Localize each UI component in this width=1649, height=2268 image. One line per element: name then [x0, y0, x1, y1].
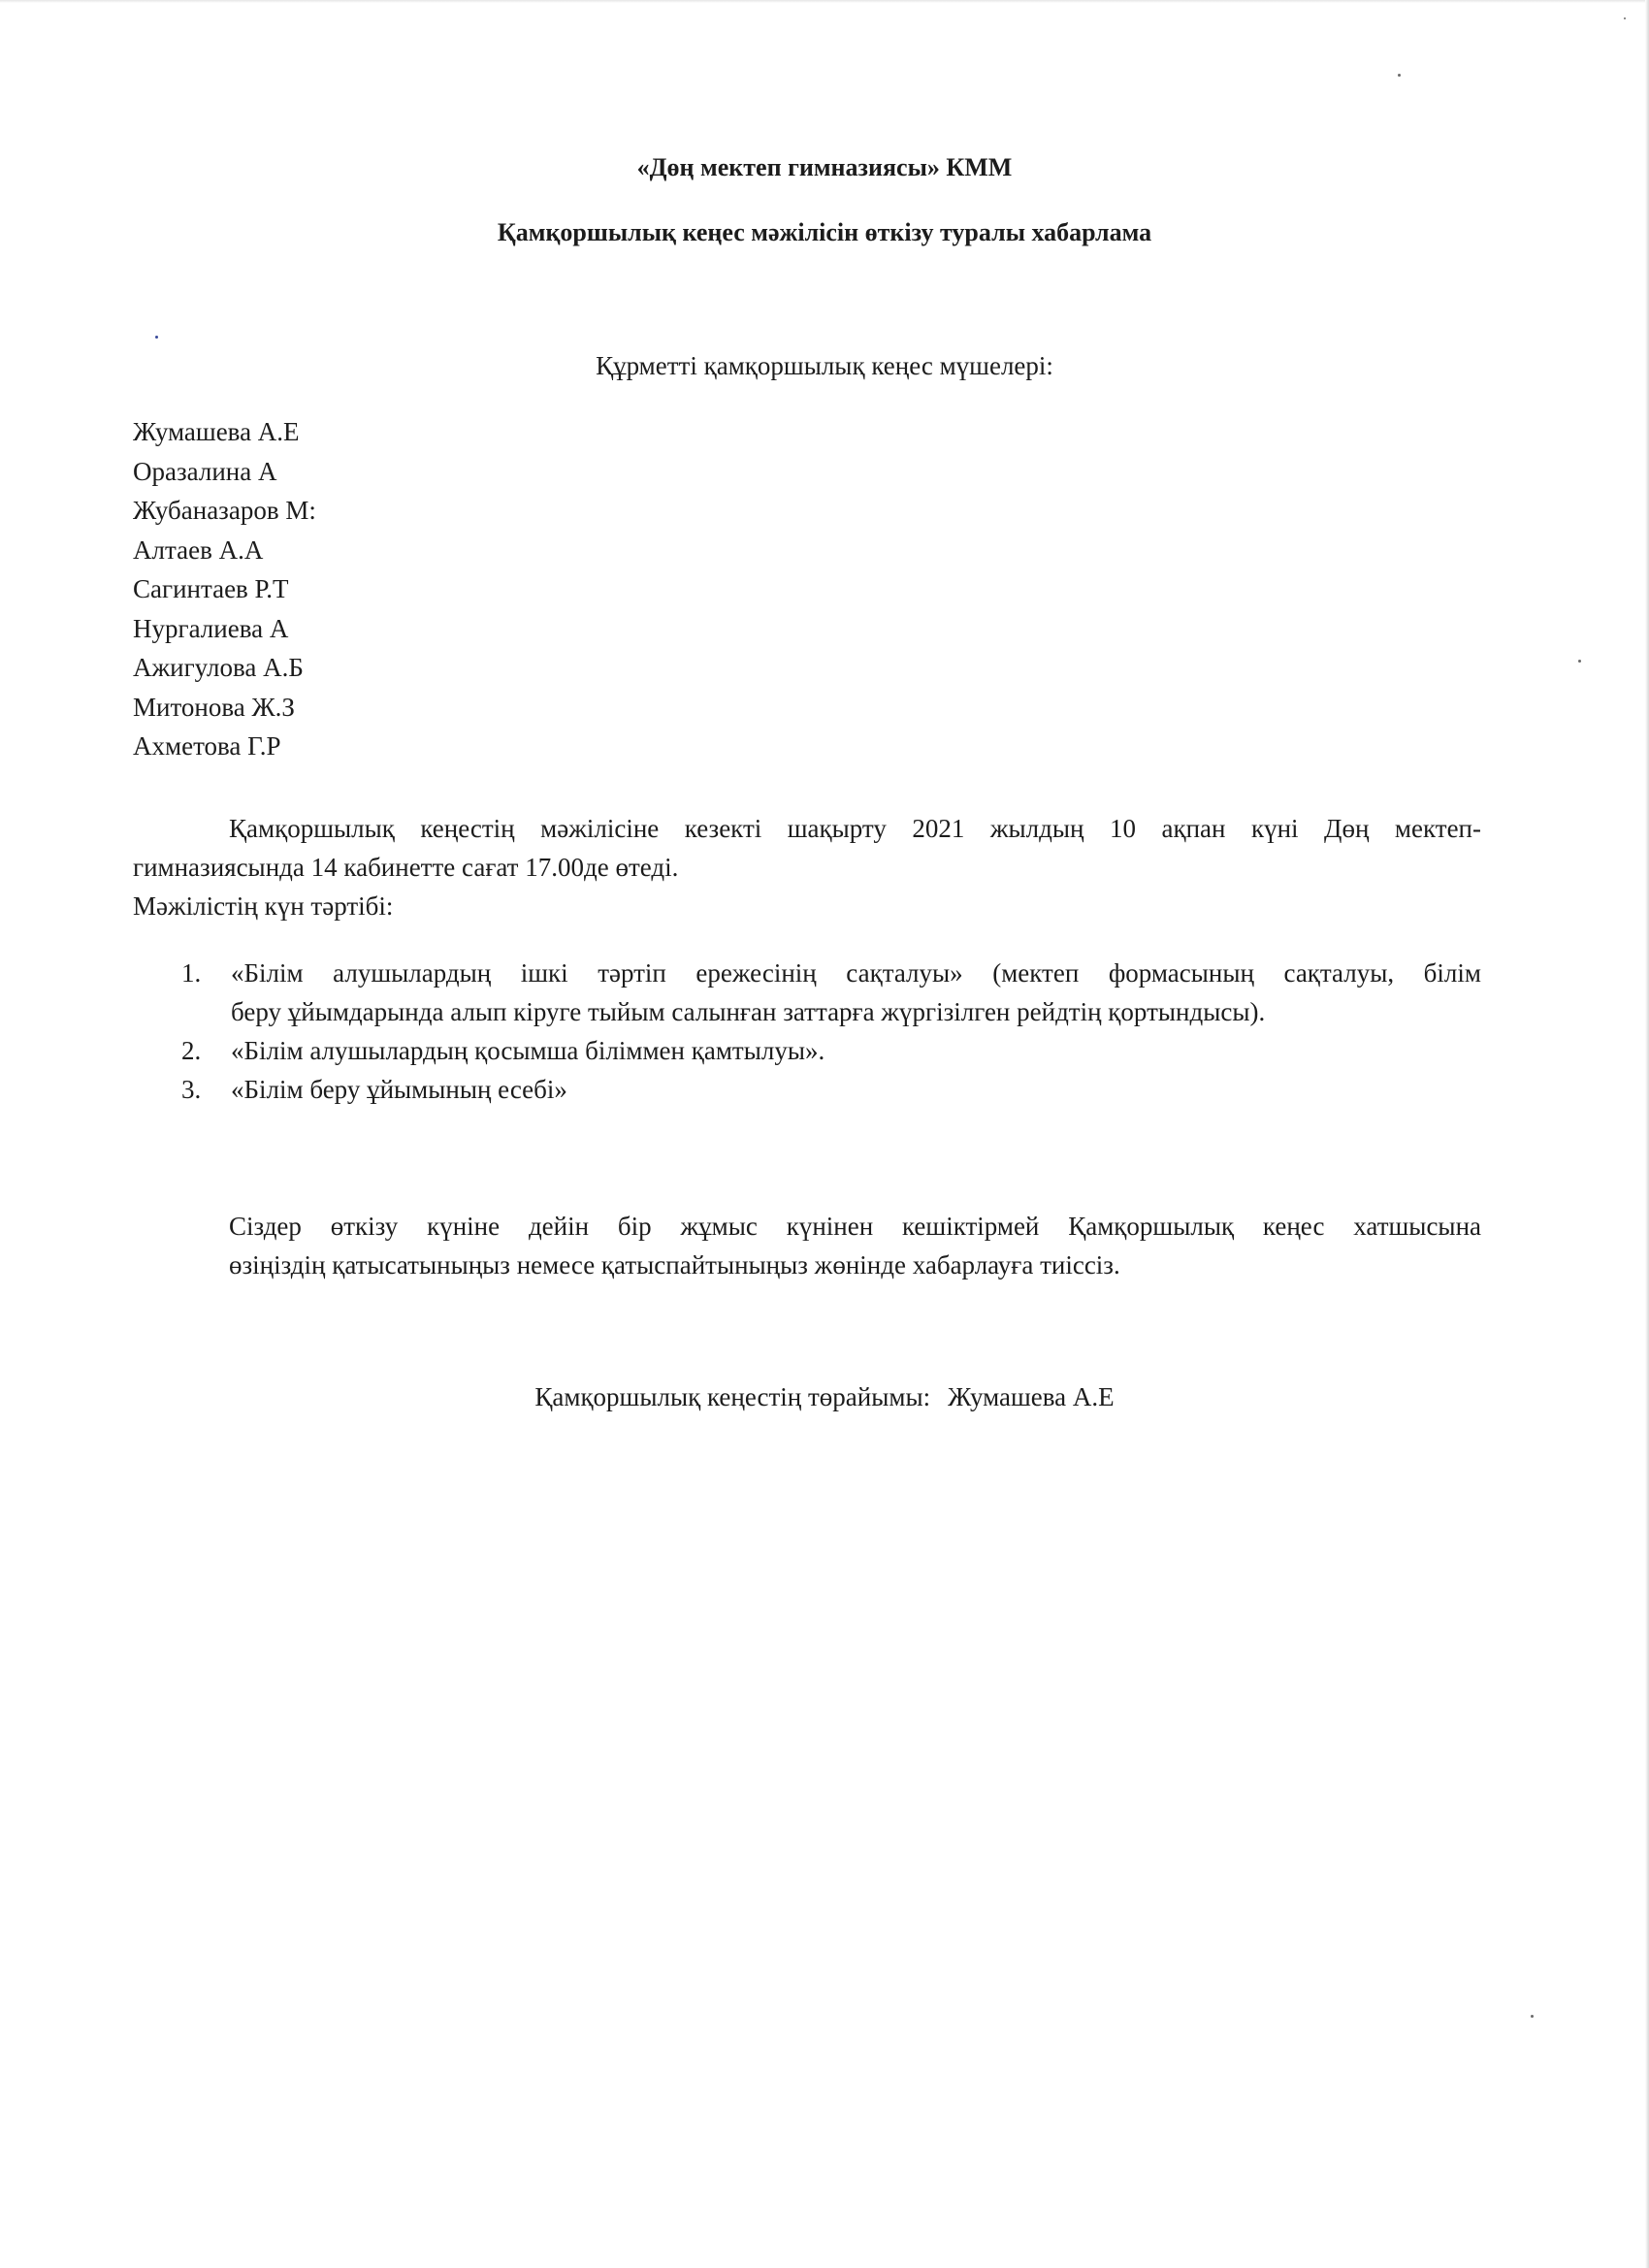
scan-speck — [1398, 74, 1401, 77]
member-item: Сагинтаев Р.Т — [133, 574, 289, 603]
scan-speck — [155, 336, 158, 339]
member-item: Жумашева А.Е — [133, 417, 300, 446]
signature-name: Жумашева А.Е — [948, 1382, 1115, 1411]
member-item: Алтаев А.А — [133, 535, 264, 565]
agenda-item — [133, 954, 1481, 1031]
agenda-list — [133, 954, 1481, 1109]
agenda-item-text: «Білім алушылардың қосымша біліммен қамтылуы». — [231, 1036, 825, 1065]
scan-speck — [1578, 660, 1581, 663]
salutation: Құрметті қамқоршылық кеңес мүшелері: — [596, 351, 1053, 380]
document-title: Қамқоршылық кеңес мәжілісін өткізу туралы хабарлама — [497, 218, 1152, 246]
member-list — [133, 412, 316, 766]
agenda-item-line-2: беру ұйымдарында алып кіруге тыйым салынған заттарға жүргізілген рейдтің қортындысы). — [231, 997, 1266, 1026]
invitation-line-1: Қамқоршылық кеңестің мәжілісіне кезекті шақырту 2021 жылдың 10 ақпан күні Дөң мектеп- — [229, 814, 1481, 843]
agenda-item — [133, 1070, 1481, 1109]
agenda-item-number: 1. — [181, 958, 202, 988]
member-item: Ажигулова А.Б — [133, 653, 304, 682]
agenda-item-line-1: «Білім алушылардың ішкі тәртіп ережесінің сақталуы» (мектеп формасының сақталуы, білім — [231, 958, 1481, 988]
notice-line-1: Сіздер өткізу күніне дейін бір жұмыс күнінен кешіктірмей Қамқоршылық кеңес хатшысына — [229, 1212, 1481, 1241]
agenda-item — [133, 1031, 1481, 1070]
signature-role: Қамқоршылық кеңестің төрайымы: — [534, 1382, 931, 1411]
signature-line — [0, 1382, 1649, 1412]
invitation-line-2: гимназиясында 14 кабинетте сағат 17.00де өтеді. — [133, 853, 679, 882]
member-item: Оразалина А — [133, 456, 277, 486]
agenda-item-text: «Білім беру ұйымының есебі» — [231, 1075, 567, 1104]
invitation-paragraph — [133, 809, 1481, 887]
scan-top-edge — [0, 0, 1649, 3]
member-item: Митонова Ж.З — [133, 692, 295, 722]
scan-speck — [1624, 17, 1626, 19]
scan-right-edge — [1645, 0, 1649, 2268]
scan-speck — [1531, 2015, 1534, 2018]
notice-line-2: өзіңіздің қатысатыныңыз немесе қатыспайтыныңыз жөнінде хабарлауға тиіссіз. — [229, 1250, 1120, 1280]
notice-paragraph — [133, 1207, 1481, 1284]
agenda-item-text — [231, 954, 1481, 1031]
agenda-item-number: 2. — [181, 1036, 202, 1065]
agenda-label: Мәжілістің күн тәртібі: — [133, 891, 394, 921]
member-item: Жубаназаров М: — [133, 496, 316, 525]
member-item: Нургалиева А — [133, 613, 289, 643]
organization-title: «Дөң мектеп гимназиясы» КММ — [636, 153, 1013, 181]
member-item: Ахметова Г.Р — [133, 731, 281, 761]
agenda-item-number: 3. — [181, 1075, 202, 1104]
